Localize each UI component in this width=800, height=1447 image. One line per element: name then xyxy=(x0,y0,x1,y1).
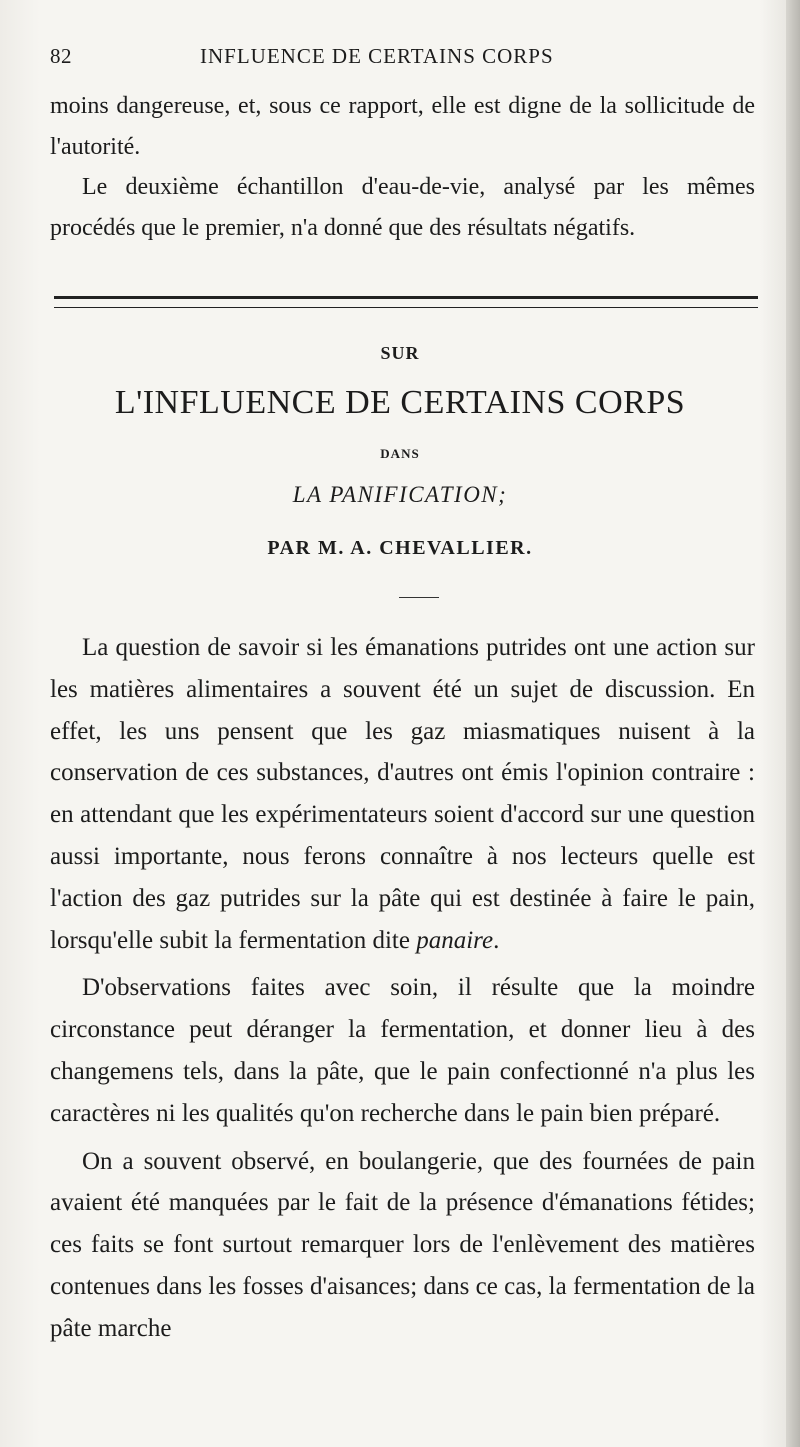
body-paragraph-1-text: La question de savoir si les émanations putrides ont une action sur les matières alimentaires a souvent été un sujet de discussion. En effet, les uns pensent que les gaz miasmatiques nuisent à la conservation de ces substances, d'autres ont émis l'opinion contraire : en attendant que les expérimentateurs soient d'accord sur une question aussi importante, nous ferons connaître à nos lecteurs quelle est l'action des gaz putrides sur la pâte qui est destinée à faire le pain, lorsqu'elle subit la fermentation dite xyxy=(50,634,755,954)
body-paragraph-1-end: . xyxy=(493,926,500,954)
article-title-sur: SUR xyxy=(380,343,420,363)
article-body xyxy=(50,627,755,1350)
previous-paragraph-2: Le deuxième échantillon d'eau-de-vie, analysé par les mêmes procédés que le premier, n'a donné que des résultats négatifs. xyxy=(50,174,755,242)
title-rule xyxy=(399,597,439,598)
body-paragraph-3: On a souvent observé, en boulangerie, que des fournées de pain avaient été manquées par le fait de la présence d'émanations fétides; ces faits se font surtout remarquer lors de l'enlèvement des matières contenues dans les fosses d'aisances; dans ce cas, la fermentation de la pâte marche xyxy=(50,1147,755,1342)
section-divider xyxy=(54,296,758,308)
article-title: L'INFLUENCE DE CERTAINS CORPS xyxy=(114,384,686,421)
previous-paragraph-1: moins dangereuse, et, sous ce rapport, elle est digne de la sollicitude de l'autorité. xyxy=(50,93,755,160)
running-title: INFLUENCE DE CERTAINS CORPS xyxy=(200,44,554,68)
previous-article-text xyxy=(50,86,755,249)
body-paragraph-1-italic: panaire xyxy=(416,926,494,954)
article-title-dans: DANS xyxy=(380,446,420,461)
article-subtitle: LA PANIFICATION; xyxy=(292,482,508,507)
page-gutter-shadow xyxy=(786,0,800,1447)
body-paragraph-1 xyxy=(50,627,755,961)
running-header xyxy=(50,44,750,74)
body-paragraph-2: D'observations faites avec soin, il résulte que la moindre circonstance peut déranger la fermentation, et donner lieu à des changemens tels, dans la pâte, que le pain confectionné n'a plus les caractères ni les qualités qu'on recherche dans le pain bien préparé. xyxy=(50,974,755,1127)
article-author: PAR M. A. CHEVALLIER. xyxy=(267,537,533,559)
page-number: 82 xyxy=(50,44,72,68)
